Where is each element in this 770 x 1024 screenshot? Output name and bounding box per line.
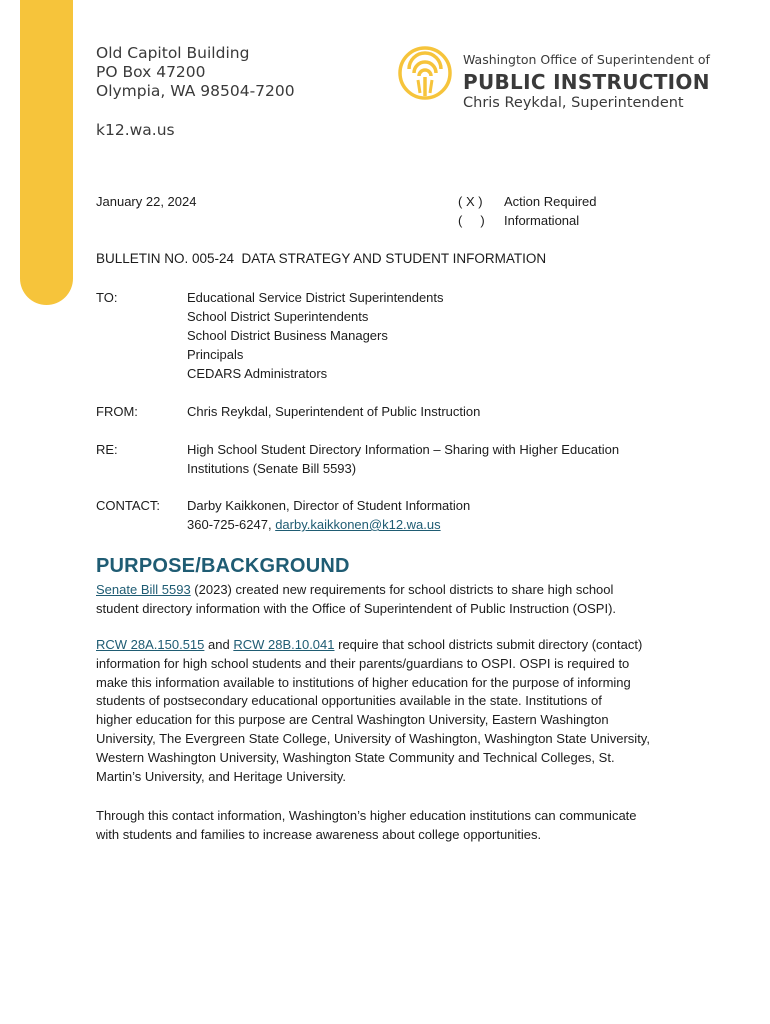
paragraph-1 <box>96 581 696 619</box>
logo-line-1: Washington Office of Superintendent of <box>463 52 710 67</box>
paragraph-text: (2023) created new requirements for school districts to share high school <box>190 582 614 597</box>
paragraph-text: information for high school students and their parents/guardians to OSPI. OSPI is required to <box>96 655 630 671</box>
paragraph-2 <box>96 636 696 786</box>
to-line: CEDARS Administrators <box>187 366 328 381</box>
paragraph-text: Through this contact information, Washington’s higher education institutions can communicate <box>96 808 637 823</box>
website-text: k12.wa.us <box>96 121 175 139</box>
address-line: Olympia, WA 98504-7200 <box>96 82 295 100</box>
senate-bill-link[interactable]: Senate Bill 5593 <box>96 582 191 597</box>
action-required-mark: ( X ) <box>458 194 483 209</box>
address-line: Old Capitol Building <box>96 44 250 62</box>
ospi-logo-text <box>463 52 710 111</box>
contact-email-link[interactable]: darby.kaikkonen@k12.wa.us <box>275 517 441 532</box>
to-line: School District Business Managers <box>187 328 388 343</box>
memo-date: January 22, 2024 <box>96 194 197 209</box>
office-address <box>96 44 295 101</box>
logo-line-2: PUBLIC INSTRUCTION <box>463 70 710 94</box>
informational-mark: ( ) <box>458 213 485 228</box>
re-line: Institutions (Senate Bill 5593) <box>187 461 357 476</box>
paragraph-text: and <box>204 637 234 652</box>
paragraph-3 <box>96 807 696 845</box>
informational-label: Informational <box>504 213 580 228</box>
from-label: FROM: <box>96 404 138 419</box>
paragraph-text: students of postsecondary educational opportunities available in the state. Institutions of <box>96 693 602 709</box>
contact-details <box>187 516 441 535</box>
paragraph-text: higher education for this purpose are Central Washington University, Eastern Washington <box>96 712 609 728</box>
paragraph-text: student directory information with the Office of Superintendent of Public Instruction (OSPI). <box>96 600 617 616</box>
section-heading-purpose: PURPOSE/BACKGROUND <box>96 555 350 577</box>
to-line: Educational Service District Superintendents <box>187 290 444 305</box>
bulletin-title: BULLETIN NO. 005-24 DATA STRATEGY AND STUDENT INFORMATION <box>96 251 547 266</box>
from-value: Chris Reykdal, Superintendent of Public Instruction <box>187 404 481 419</box>
paragraph-text: Martin’s University, and Heritage University. <box>96 768 346 784</box>
paragraph-text: make this information available to institutions of higher education for the purpose of informing <box>96 674 631 690</box>
ospi-sunrise-logo-icon <box>398 46 452 100</box>
paragraph-text: require that school districts submit directory (contact) <box>334 637 643 652</box>
paragraph-text: with students and families to increase awareness about college opportunities. <box>96 826 542 842</box>
to-line: School District Superintendents <box>187 309 369 324</box>
re-label: RE: <box>96 442 118 457</box>
address-line: PO Box 47200 <box>96 63 206 81</box>
contact-name: Darby Kaikkonen, Director of Student Information <box>187 498 471 513</box>
re-line: High School Student Directory Information – Sharing with Higher Education <box>187 442 620 457</box>
to-label: TO: <box>96 290 118 305</box>
action-required-label: Action Required <box>504 194 597 209</box>
contact-phone: 360-725-6247, <box>187 517 276 532</box>
decorative-yellow-bar <box>20 0 73 305</box>
rcw-28b-link[interactable]: RCW 28B.10.041 <box>233 637 335 652</box>
logo-line-3: Chris Reykdal, Superintendent <box>463 95 684 111</box>
to-line: Principals <box>187 347 244 362</box>
rcw-28a-link[interactable]: RCW 28A.150.515 <box>96 637 205 652</box>
contact-label: CONTACT: <box>96 498 161 513</box>
paragraph-text: University, The Evergreen State College, University of Washington, Washington State University, <box>96 730 650 746</box>
paragraph-text: Western Washington University, Washington State Community and Technical Colleges, St. <box>96 749 615 765</box>
